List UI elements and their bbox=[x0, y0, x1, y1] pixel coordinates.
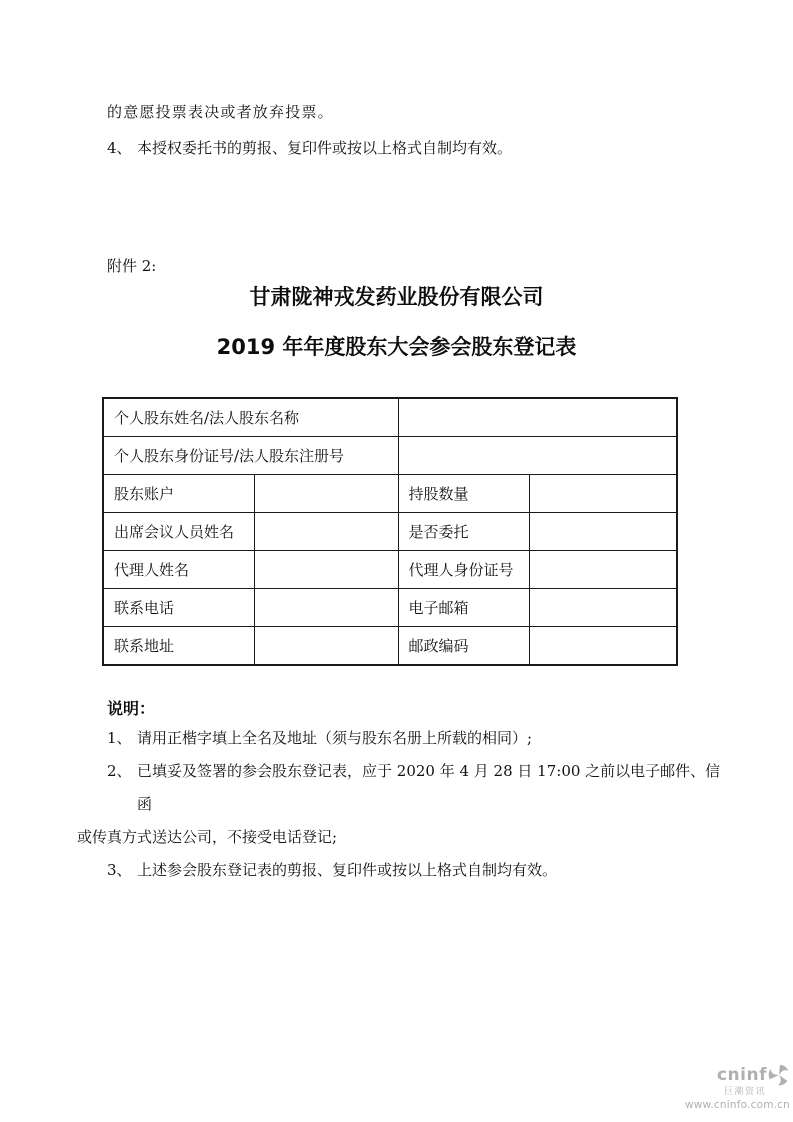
table-value-cell bbox=[529, 475, 677, 513]
table-value-cell bbox=[254, 627, 398, 666]
table-row bbox=[103, 551, 677, 589]
table-row bbox=[103, 513, 677, 551]
attachment-label: 附件 2: bbox=[107, 257, 157, 275]
table-value-cell bbox=[254, 475, 398, 513]
note-item-1-text: 请用正楷字填上全名及地址（须与股东名册上所载的相同）; bbox=[137, 729, 533, 747]
table-label-cell: 个人股东姓名/法人股东名称 bbox=[103, 398, 398, 437]
table-row bbox=[103, 437, 677, 475]
note-item-1-marker: 1、 bbox=[107, 729, 132, 747]
cninfo-watermark bbox=[670, 1064, 790, 1111]
table-value-cell bbox=[254, 589, 398, 627]
note-item-2-marker: 2、 bbox=[107, 762, 132, 780]
table-label-cell: 出席会议人员姓名 bbox=[103, 513, 254, 551]
note-item-2-text-line1: 已填妥及签署的参会股东登记表，应于 2020 年 4 月 28 日 17:00 之前以电子邮件、信函 bbox=[137, 762, 721, 813]
table-label-cell: 个人股东身份证号/法人股东注册号 bbox=[103, 437, 398, 475]
table-value-cell bbox=[398, 437, 677, 475]
list-item-4-marker: 4、 bbox=[107, 139, 132, 157]
table-label-cell: 持股数量 bbox=[398, 475, 529, 513]
cninfo-logo-subtext: 巨潮资讯 bbox=[723, 1087, 766, 1097]
table-value-cell bbox=[254, 551, 398, 589]
shareholder-registration-table bbox=[102, 397, 678, 666]
cninfo-logo-row bbox=[670, 1064, 790, 1086]
cninfo-logo-url: www.cninfo.com.cn bbox=[684, 1099, 790, 1111]
table-row bbox=[103, 398, 677, 437]
paragraph-fragment: 的意愿投票表决或者放弃投票。 bbox=[107, 103, 334, 121]
notes-list bbox=[77, 722, 723, 887]
note-item-2-text-line2: 或传真方式送达公司，不接受电话登记; bbox=[77, 828, 338, 846]
document-title: 2019 年年度股东大会参会股东登记表 bbox=[216, 335, 577, 359]
table-value-cell bbox=[529, 513, 677, 551]
note-item-2-continued bbox=[77, 821, 723, 854]
table-value-cell bbox=[254, 513, 398, 551]
table-label-cell: 代理人姓名 bbox=[103, 551, 254, 589]
table-label-cell: 联系地址 bbox=[103, 627, 254, 666]
table-label-cell: 电子邮箱 bbox=[398, 589, 529, 627]
table-row bbox=[103, 475, 677, 513]
note-item-3 bbox=[107, 854, 723, 887]
table-value-cell bbox=[529, 589, 677, 627]
note-item-1 bbox=[107, 722, 723, 755]
table-row bbox=[103, 627, 677, 666]
table-label-cell: 是否委托 bbox=[398, 513, 529, 551]
notes-heading: 说明： bbox=[107, 699, 156, 718]
table-value-cell bbox=[529, 551, 677, 589]
company-name-title: 甘肃陇神戎发药业股份有限公司 bbox=[249, 285, 544, 309]
list-item-4-text: 本授权委托书的剪报、复印件或按以上格式自制均有效。 bbox=[137, 139, 513, 157]
table-row bbox=[103, 589, 677, 627]
note-item-3-text: 上述参会股东登记表的剪报、复印件或按以上格式自制均有效。 bbox=[137, 861, 558, 879]
table-value-cell bbox=[398, 398, 677, 437]
table-label-cell: 股东账户 bbox=[103, 475, 254, 513]
table-label-cell: 联系电话 bbox=[103, 589, 254, 627]
note-item-2 bbox=[107, 755, 723, 821]
cninfo-swirl-icon bbox=[768, 1064, 790, 1086]
list-item-4 bbox=[107, 137, 512, 158]
table-value-cell bbox=[529, 627, 677, 666]
cninfo-logo-text: cninf bbox=[716, 1064, 767, 1085]
note-item-3-marker: 3、 bbox=[107, 861, 132, 879]
table-label-cell: 代理人身份证号 bbox=[398, 551, 529, 589]
table-label-cell: 邮政编码 bbox=[398, 627, 529, 666]
